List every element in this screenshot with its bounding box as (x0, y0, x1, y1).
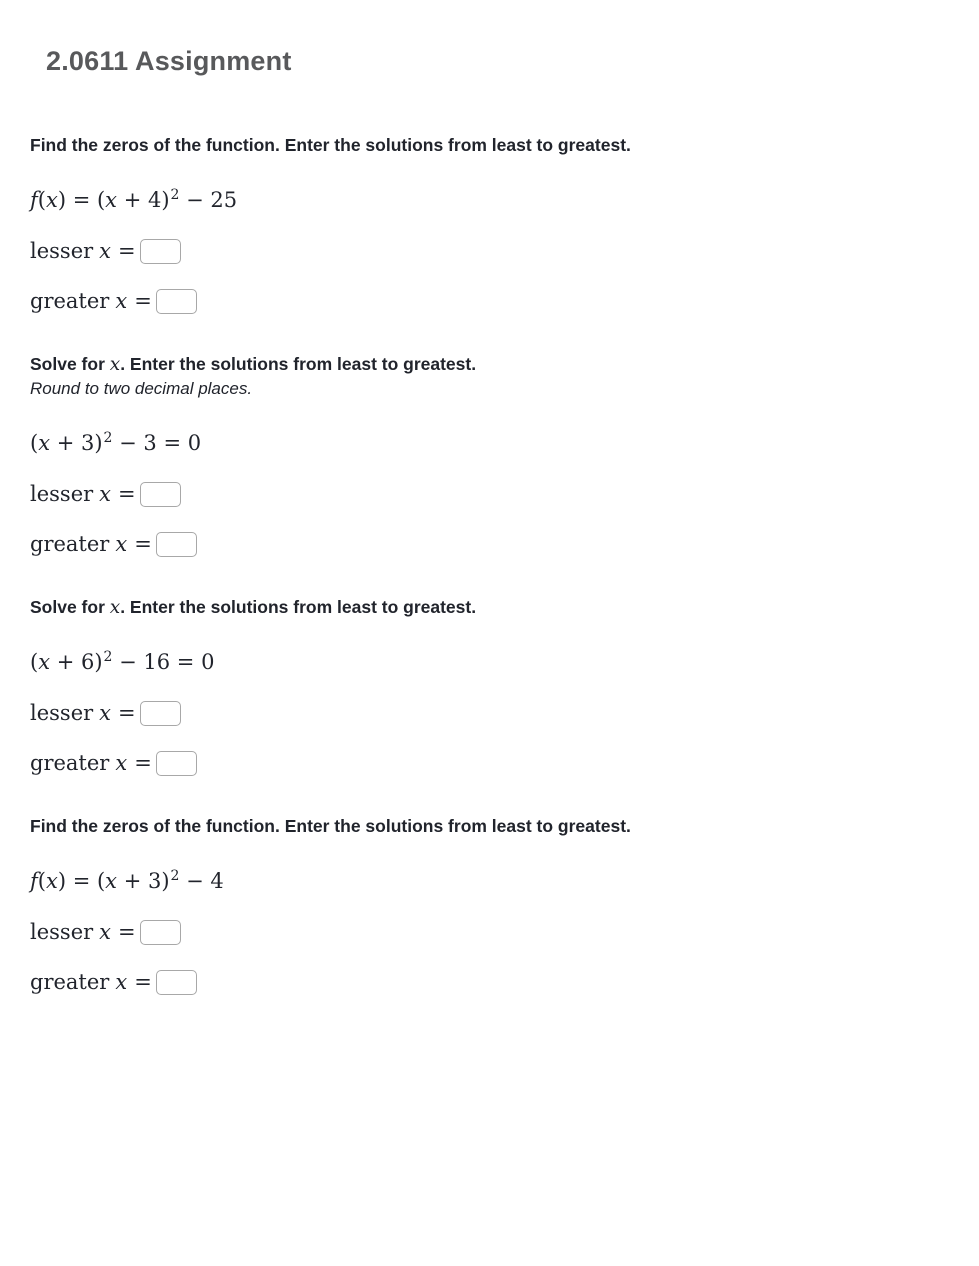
equals-sign: = (134, 751, 152, 775)
problem-1-greater-row (30, 288, 949, 314)
equals-sign: = (134, 289, 152, 313)
problem-2-instruction (30, 352, 949, 377)
problem-4-lesser-row (30, 919, 949, 945)
greater-label: greater (30, 532, 110, 556)
math-equals: ) = (57, 869, 97, 893)
math-exponent: 2 (170, 187, 180, 203)
problem-1-instruction (30, 133, 949, 158)
lesser-label: lesser (30, 482, 94, 506)
problem-3 (30, 595, 949, 776)
problem-4-greater-row (30, 969, 949, 995)
problem-list (30, 133, 949, 995)
math-term: + 3) (117, 869, 170, 893)
greater-label: greater (30, 751, 110, 775)
problem-2-greater-x-input[interactable] (156, 532, 197, 557)
math-term: + 6) (50, 650, 103, 674)
problem-1-greater-x-input[interactable] (156, 289, 197, 314)
equals-sign: = (118, 920, 136, 944)
problem-2 (30, 352, 949, 557)
math-paren: ( (30, 650, 39, 674)
problem-2-note: Round to two decimal places. (30, 379, 253, 398)
math-function-name: f (30, 869, 38, 893)
problem-3-formula (30, 648, 949, 676)
problem-4-formula (30, 867, 949, 895)
problem-3-greater-row (30, 750, 949, 776)
lesser-label: lesser (30, 239, 94, 263)
math-paren: ( (30, 431, 39, 455)
math-equals: ) = (57, 188, 97, 212)
math-variable: x (38, 650, 51, 674)
instruction-text-pre: Find the zeros of the function. Enter the solutions from least to greatest. (30, 816, 631, 836)
math-paren: ( (37, 869, 46, 893)
answer-variable: x (99, 482, 112, 506)
equals-sign: = (134, 970, 152, 994)
instruction-variable: x (109, 597, 121, 618)
answer-variable: x (115, 970, 128, 994)
instruction-text-pre: Find the zeros of the function. Enter the solutions from least to greatest. (30, 135, 631, 155)
instruction-text-post: . Enter the solutions from least to greatest. (120, 354, 477, 374)
math-variable: x (38, 431, 51, 455)
assignment-title: 2.0611 Assignment (46, 46, 292, 76)
instruction-text-pre: Solve for (30, 354, 110, 374)
problem-4 (30, 814, 949, 995)
lesser-label: lesser (30, 920, 94, 944)
problem-2-lesser-x-input[interactable] (140, 482, 181, 507)
answer-variable: x (99, 920, 112, 944)
answer-variable: x (115, 289, 128, 313)
equals-sign: = (118, 239, 136, 263)
equals-sign: = (118, 701, 136, 725)
math-tail: − 25 (179, 188, 238, 212)
math-tail: − 4 (179, 869, 224, 893)
problem-3-lesser-row (30, 700, 949, 726)
math-term: + 3) (50, 431, 103, 455)
math-tail: − 16 = 0 (112, 650, 215, 674)
math-tail: − 3 = 0 (112, 431, 202, 455)
answer-variable: x (115, 532, 128, 556)
problem-1 (30, 133, 949, 314)
instruction-text-post: . Enter the solutions from least to greatest. (120, 597, 477, 617)
problem-3-greater-x-input[interactable] (156, 751, 197, 776)
problem-2-lesser-row (30, 481, 949, 507)
problem-2-formula (30, 429, 949, 457)
math-exponent: 2 (103, 430, 113, 446)
answer-variable: x (99, 239, 112, 263)
problem-1-lesser-x-input[interactable] (140, 239, 181, 264)
math-variable: x (105, 869, 118, 893)
math-variable: x (45, 188, 58, 212)
math-paren: ( (96, 869, 106, 893)
problem-4-instruction (30, 814, 949, 839)
greater-label: greater (30, 289, 110, 313)
problem-1-formula (30, 186, 949, 214)
math-variable: x (45, 869, 58, 893)
equals-sign: = (134, 532, 152, 556)
math-variable: x (105, 188, 118, 212)
lesser-label: lesser (30, 701, 94, 725)
instruction-text-pre: Solve for (30, 597, 110, 617)
answer-variable: x (115, 751, 128, 775)
math-paren: ( (96, 188, 106, 212)
greater-label: greater (30, 970, 110, 994)
math-term: + 4) (117, 188, 170, 212)
math-paren: ( (37, 188, 46, 212)
equals-sign: = (118, 482, 136, 506)
problem-1-lesser-row (30, 238, 949, 264)
problem-4-greater-x-input[interactable] (156, 970, 197, 995)
problem-2-greater-row (30, 531, 949, 557)
problem-3-instruction (30, 595, 949, 620)
math-function-name: f (30, 188, 38, 212)
problem-4-lesser-x-input[interactable] (140, 920, 181, 945)
math-exponent: 2 (170, 868, 180, 884)
answer-variable: x (99, 701, 112, 725)
problem-3-lesser-x-input[interactable] (140, 701, 181, 726)
math-exponent: 2 (103, 649, 113, 665)
instruction-variable: x (109, 354, 121, 375)
